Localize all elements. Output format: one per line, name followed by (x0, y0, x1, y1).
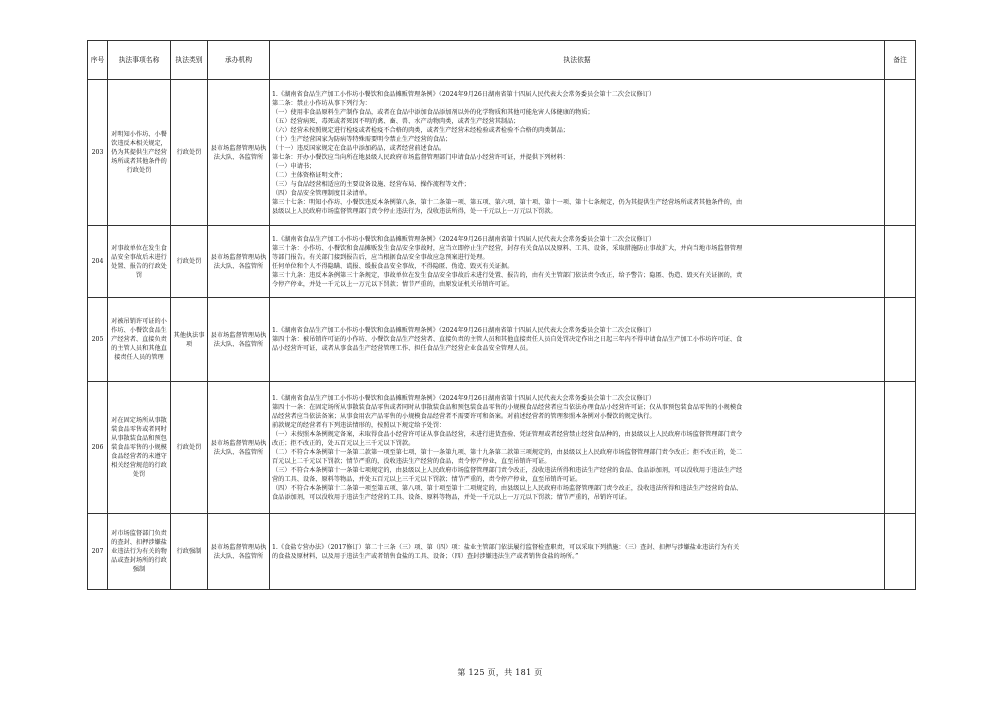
header-name: 执法事项名称 (108, 41, 171, 80)
basis-line: 县级以上人民政府市场监督管理部门责令停止违法行为，没收违法所得，处一千元以上一万元以下罚款。 (272, 207, 557, 215)
handling-org: 县市场监督管理局执法大队、各监管所 (208, 226, 270, 298)
handling-org: 县市场监督管理局执法大队、各监管所 (208, 298, 270, 382)
item-name: 对市场监督部门负责的查封、扣押涉嫌盐业违法行为有关的物品或查封场所的行政强制 (108, 514, 171, 590)
remark-cell (885, 226, 916, 298)
page-footer: 第 125 页，共 181 页 (457, 668, 543, 677)
legal-basis (270, 514, 885, 590)
row-number: 207 (88, 514, 108, 590)
basis-line: 百元以上二千元以下罚款；情节严重的，没收违法生产经营的食品，责令停产停业，直至吊销许可证。 (272, 457, 551, 465)
basis-line: （五）经营病死、毒死或者死因不明的禽、畜、兽、水产动物肉类，或者生产经营其制品； (272, 117, 520, 125)
basis-line: 1.《湖南省食品生产加工小作坊小餐饮和食品摊贩管理条例》（2024年9月26日湖南省第十四届人民代表大会常务委员会第十二次会议修订） (272, 235, 656, 243)
remark-cell (885, 382, 916, 514)
basis-line: 的食盐及原材料，以及用于违法生产或者销售食盐的工具、设备；（四）查封涉嫌违法生产或者销售食盐的场所。” (272, 552, 579, 560)
item-name: 对在固定场所从事散装食品零售或者同时从事散装食品和预包装食品零售的小规模食品经营者的未遵守相关经营规范的行政处罚 (108, 382, 171, 514)
basis-line: （一）使用非食品原料生产制作食品，或者在食品中添加食品添加剂以外的化学物质和其他可能危害人体健康的物质； (272, 108, 594, 116)
row-number: 205 (88, 298, 108, 382)
basis-line: （十一）违反国家规定在食品中添加药品，或者经营前述食品。 (272, 144, 446, 152)
basis-line: 食品添加剂，可以没收用于违法生产经营的工具、设备、原料等物品，并处一千元以上一万元以下罚款；情节严重的，吊销许可证。 (272, 493, 631, 501)
remark-cell (885, 80, 916, 226)
enforcement-table (87, 40, 916, 590)
handling-org: 县市场监督管理局执法大队、各监管所 (208, 514, 270, 590)
basis-line: 1.《湖南省食品生产加工小作坊小餐饮和食品摊贩管理条例》（2024年9月26日湖南省第十四届人民代表大会常务委员会第十二次会议修订） (272, 394, 656, 402)
basis-line: 1.《湖南省食品生产加工小作坊小餐饮和食品摊贩管理条例》（2024年9月26日湖南省第十四届人民代表大会常务委员会第十二次会议修订） (272, 327, 656, 334)
basis-line: 第七条：开办小餐饮应当向所在地县级人民政府市场监督管理部门申请食品小经营许可证，并提供下列材料： (272, 153, 569, 161)
header-no: 序号 (88, 41, 108, 80)
basis-line: （四）不符合本条例第十二条第一项至第五项、第八项、第十项至第十二项规定的，由县级以上人民政府市场监督管理部门责令改正，没收违法所得和违法生产经营的食品、 (272, 484, 743, 492)
header-remark: 备注 (885, 41, 916, 80)
basis-line: 品小经营许可证，或者从事食品生产经营管理工作、担任食品生产经营企业食品安全管理人员。 (272, 345, 532, 352)
row-number: 206 (88, 382, 108, 514)
row-number: 204 (88, 226, 108, 298)
basis-line: 营的工具、设备、原料等物品，并处五百元以上三千元以下罚款；情节严重的，责令停产停业，直至吊销许可证。 (272, 475, 582, 483)
basis-line: （一）未按照本条例规定备案，未取得食品小经营许可证从事食品经营，未进行进货查验、凭证管理或者经营禁止经营食品种的，由县级以上人民政府市场监督管理部门责令 (272, 430, 743, 438)
header-basis: 执法依据 (270, 41, 885, 80)
item-name: 对事故单位在发生食品安全事故后未进行处置、报告的行政处罚 (108, 226, 171, 298)
table-row (88, 226, 916, 298)
basis-line: （一）申请书； (272, 162, 316, 170)
basis-line: （二）主体资格证明文件； (272, 171, 347, 179)
handling-org: 县市场监督管理局执法大队、各监管所 (208, 80, 270, 226)
basis-line: （十）生产经营国家为防病等特殊需要明令禁止生产经营的食品； (272, 135, 452, 143)
basis-line: 等部门报告。有关部门接到报告后，应当根据食品安全事故应急预案进行处理。 (272, 253, 489, 261)
item-category: 行政处罚 (171, 382, 208, 514)
header-org: 承办机构 (208, 41, 270, 80)
item-name: 对明知小作坊、小餐饮违反本相关规定，仍为其提供生产经营场所或者其他条件的行政处罚 (108, 80, 171, 226)
basis-line: （三）与食品经营相适应的主要设备设施、经营布局、操作流程等文件； (272, 180, 470, 188)
legal-basis (270, 80, 885, 226)
basis-line: 前款规定的经营者有下列违法情形的，按照以下规定给予处罚： (272, 421, 446, 429)
header-category: 执法类别 (171, 41, 208, 80)
basis-line: （六）经营未按照规定进行检疫或者检疫不合格的肉类，或者生产经营未经检验或者检验不合格的肉类制品； (272, 126, 569, 134)
basis-line: 1.《食盐专营办法》（2017修订）第二十三条（三）项、第（四）项：盐业主管部门依法履行监督检查职责，可以采取下列措施：（三）查封、扣押与涉嫌盐业违法行为有关 (272, 543, 740, 551)
handling-org: 县市场监督管理局执法大队、各监管所 (208, 382, 270, 514)
basis-line: 品经营者应当依法备案；从事食用农产品零售的小规模食品经营者不需要许可和备案。对前述经营者的管理参照本条例对小餐饮的规定执行。 (272, 412, 656, 420)
remark-cell (885, 298, 916, 382)
basis-line: 令停产停业，并处一千元以上一万元以下罚款；情节严重的，由原发证机关吊销许可证。 (272, 280, 514, 288)
basis-line: （二）不符合本条例第十一条第二款第一项至第七项、第十一条第九项、第十九条第二款第三项规定的，由县级以上人民政府市场监督管理部门责令改正；拒不改正的，处二 (272, 448, 743, 456)
basis-line: 任何单位和个人不得隐瞒、谎报、缓报食品安全事故，不得隐匿、伪造、毁灭有关证据。 (272, 262, 514, 270)
table-header-row (88, 41, 916, 80)
table-row (88, 514, 916, 590)
table-row (88, 382, 916, 514)
basis-line: （四）食品安全管理制度目录清单。 (272, 189, 371, 197)
basis-line: 第三十七条：明知小作坊、小餐饮违反本条例第八条、第十二条第一项、第五项、第六项、第十项、第十一项、第十七条规定，仍为其提供生产经营场所或者其他条件的，由 (272, 198, 743, 206)
row-number: 203 (88, 80, 108, 226)
legal-basis (270, 382, 885, 514)
item-category: 行政强制 (171, 514, 208, 590)
table-row (88, 80, 916, 226)
legal-basis (270, 298, 885, 382)
basis-line: 第三十条：小作坊、小餐饮和食品摊贩发生食品安全事故时，应当立即停止生产经营，封存有关食品以及原料、工具、设备，采取措施防止事故扩大，并向当地市场监督管理 (272, 244, 743, 252)
basis-line: （三）不符合本条例第十一条第七项规定的，由县级以上人民政府市场监督管理部门责令改正，没收违法所得和违法生产经营的食品、食品添加剂，可以没收用于违法生产经 (272, 466, 743, 474)
item-category: 行政处罚 (171, 226, 208, 298)
legal-basis (270, 226, 885, 298)
table-row (88, 298, 916, 382)
item-category: 其他执法事项 (171, 298, 208, 382)
basis-line: 第四十条：被吊销许可证的小作坊、小餐饮食品生产经营者、直接负责的主管人员和其他直接责任人员自处罚决定作出之日起三年内不得申请食品生产加工小作坊许可证、食 (272, 336, 743, 343)
basis-line: 第四十一条：在固定场所从事散装食品零售或者同时从事散装食品和预包装食品零售的小规模食品经营者应当依法办理食品小经营许可证；仅从事预包装食品零售的小规模食 (272, 403, 743, 411)
item-category: 行政处罚 (171, 80, 208, 226)
item-name: 对被吊销许可证的小作坊、小餐饮食品生产经营者、直接负责的主管人员和其他直接责任人员的管理 (108, 298, 171, 382)
basis-line: 第三十九条：违反本条例第三十条规定，事故单位在发生食品安全事故后未进行处置、报告的，由有关主管部门依法责令改正，给予警告；隐匿、伪造、毁灭有关证据的，责 (272, 271, 743, 279)
remark-cell (885, 514, 916, 590)
basis-line: 1.《湖南省食品生产加工小作坊小餐饮和食品摊贩管理条例》（2024年9月26日湖南省第十四届人民代表大会常务委员会第十二次会议修订） (272, 90, 656, 98)
basis-line: 第二条：禁止小作坊从事下列行为： (272, 99, 371, 107)
basis-line: 改正；拒不改正的，处五百元以上三千元以下罚款。 (272, 439, 415, 447)
